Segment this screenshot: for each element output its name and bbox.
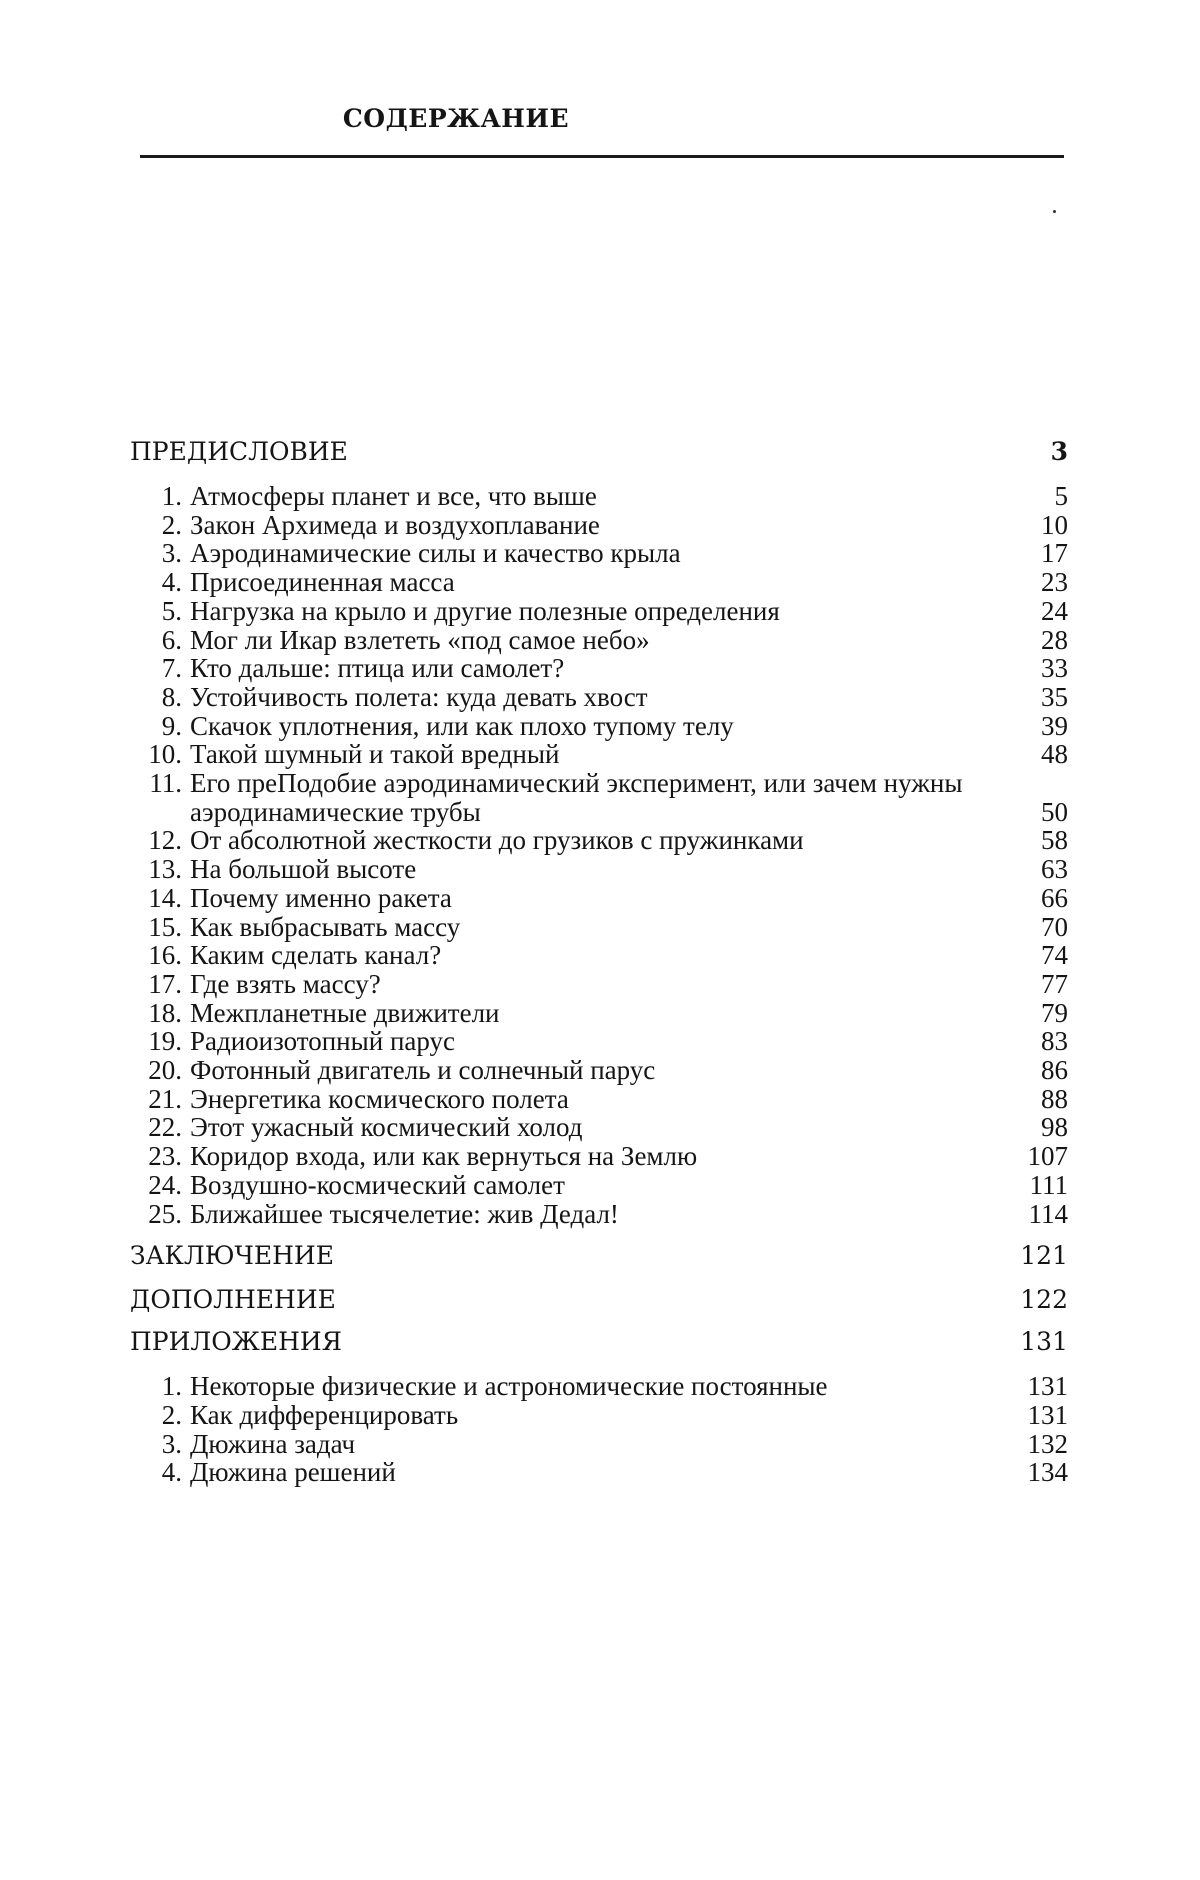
entry-number: 10. (148, 739, 182, 770)
chapter-entry[interactable] (130, 683, 1068, 712)
entry-title: Этот ужасный космический холод (190, 1112, 583, 1143)
entry-title: Некоторые физические и астрономические постоянные (190, 1371, 828, 1402)
entry-page-number: 48 (1041, 739, 1068, 770)
chapter-entry[interactable] (130, 482, 1068, 511)
entry-page-number: 28 (1041, 624, 1068, 655)
section-page-number: 121 (1020, 1241, 1068, 1271)
entry-text (130, 1200, 1004, 1229)
entry-number: 5. (161, 595, 182, 626)
entry-title: От абсолютной жесткости до грузиков с пружинками (190, 825, 804, 856)
entry-title: Атмосферы планет и все, что выше (190, 481, 597, 511)
entry-page-number: 131 (1027, 1371, 1068, 1402)
stray-dot (1053, 210, 1056, 213)
entry-page-number: 17 (1041, 538, 1068, 569)
entry-number: 3. (161, 1428, 182, 1459)
entry-number: 2. (161, 509, 182, 540)
entry-text (130, 1401, 1004, 1430)
toc-section-supplement[interactable] (130, 1284, 1068, 1316)
entry-text (130, 568, 1004, 597)
chapter-entry[interactable] (130, 826, 1068, 855)
entry-title: Как дифференцировать (190, 1399, 459, 1430)
entry-text (130, 1085, 1004, 1114)
chapter-entry[interactable] (130, 539, 1068, 568)
entry-text (130, 539, 1004, 568)
chapter-entry[interactable] (130, 740, 1068, 769)
entry-page-number: 114 (1028, 1198, 1068, 1229)
entry-text (130, 826, 1004, 855)
section-label: ПРИЛОЖЕНИЯ (130, 1327, 342, 1357)
chapter-entry[interactable] (130, 1142, 1068, 1171)
entry-text (130, 740, 1004, 769)
entry-page-number: 134 (1027, 1457, 1068, 1488)
section-page-number: 122 (1020, 1285, 1068, 1315)
entry-text (130, 1458, 1004, 1487)
entry-page-number: 132 (1027, 1428, 1068, 1459)
entry-text (130, 626, 1004, 655)
entry-text (130, 511, 1004, 540)
entry-page-number: 39 (1041, 710, 1068, 741)
entry-title: Коридор входа, или как вернуться на Землю (190, 1141, 698, 1172)
chapter-entry[interactable] (130, 511, 1068, 540)
entry-page-number: 77 (1041, 968, 1068, 999)
entry-text (130, 884, 1004, 913)
chapter-entry[interactable] (130, 1171, 1068, 1200)
entry-title: Присоединенная масса (190, 567, 455, 598)
chapter-entry[interactable] (130, 769, 1068, 826)
entry-title: Фотонный двигатель и солнечный парус (190, 1055, 656, 1086)
entry-number: 16. (148, 940, 182, 971)
entry-page-number: 86 (1041, 1055, 1068, 1086)
chapter-entry[interactable] (130, 712, 1068, 741)
chapter-entry[interactable] (130, 999, 1068, 1028)
entry-page-number: 107 (1027, 1141, 1068, 1172)
entry-title: Кто дальше: птица или самолет? (190, 653, 565, 684)
entry-title: Такой шумный и такой вредный (190, 739, 560, 770)
entry-text (130, 1430, 1004, 1459)
entry-text (130, 1056, 1004, 1085)
entry-page-number: 63 (1041, 854, 1068, 885)
section-page-number: 3 (1050, 437, 1068, 466)
entry-title: Закон Архимеда и воздухоплавание (190, 509, 600, 540)
entry-page-number: 70 (1041, 911, 1068, 942)
entry-number: 1. (161, 481, 182, 511)
entry-number: 18. (148, 997, 182, 1028)
entry-page-number: 10 (1041, 509, 1068, 540)
entry-number: 8. (161, 681, 182, 712)
entry-number: 6. (161, 624, 182, 655)
chapter-entry[interactable] (130, 1056, 1068, 1085)
entry-number: 4. (161, 1457, 182, 1488)
entry-text (130, 712, 1004, 741)
appendix-list (130, 1372, 1068, 1487)
entry-text (130, 855, 1004, 884)
appendix-entry[interactable] (130, 1458, 1068, 1487)
entry-title: Нагрузка на крыло и другие полезные определения (190, 595, 780, 626)
appendix-entry[interactable] (130, 1401, 1068, 1430)
table-of-contents (130, 436, 1068, 1487)
entry-page-number: 58 (1041, 825, 1068, 856)
entry-page-number: 111 (1029, 1169, 1068, 1200)
entry-text (130, 654, 1004, 683)
entry-text (130, 999, 1004, 1028)
entry-title: На большой высоте (190, 854, 417, 885)
entry-number: 13. (148, 854, 182, 885)
entry-title: Скачок уплотнения, или как плохо тупому телу (190, 710, 734, 741)
page-title: СОДЕРЖАНИЕ (342, 104, 570, 133)
entry-text (130, 769, 1004, 826)
entry-number: 1. (161, 1371, 182, 1402)
entry-title: Радиоизотопный парус (190, 1026, 456, 1057)
entry-text (130, 597, 1004, 626)
entry-page-number: 50 (1041, 796, 1068, 827)
section-label: ДОПОЛНЕНИЕ (130, 1285, 336, 1315)
entry-number: 4. (161, 567, 182, 598)
entry-title: Аэродинамические силы и качество крыла (190, 538, 681, 569)
entry-title: Почему именно ракета (190, 882, 452, 913)
entry-number: 14. (148, 882, 182, 913)
entry-number: 9. (161, 710, 182, 741)
entry-page-number: 5 (1054, 481, 1068, 511)
appendix-entry[interactable] (130, 1430, 1068, 1459)
entry-text (130, 913, 1004, 942)
entry-text (130, 683, 1004, 712)
entry-number: 22. (148, 1112, 182, 1143)
entry-title: Его преПодобие аэродинамический эксперимент, или зачем нужны аэродинамические трубы (190, 768, 963, 827)
entry-text (130, 1372, 1004, 1401)
chapter-entry[interactable] (130, 1085, 1068, 1114)
entry-page-number: 98 (1041, 1112, 1068, 1143)
entry-title: Каким сделать канал? (190, 940, 442, 971)
entry-number: 21. (148, 1083, 182, 1114)
chapter-entry[interactable] (130, 855, 1068, 884)
entry-number: 12. (148, 825, 182, 856)
entry-page-number: 83 (1041, 1026, 1068, 1057)
entry-text (130, 482, 1004, 511)
section-page-number: 131 (1020, 1327, 1068, 1357)
entry-title: Воздушно-космический самолет (190, 1169, 565, 1200)
entry-title: Где взять массу? (190, 968, 381, 999)
title-underline (140, 155, 1064, 158)
entry-title: Межпланетные движители (190, 997, 500, 1028)
chapter-entry[interactable] (130, 941, 1068, 970)
entry-number: 25. (148, 1198, 182, 1229)
section-label: ПРЕДИСЛОВИЕ (130, 437, 348, 466)
entry-number: 3. (161, 538, 182, 569)
entry-title: Мог ли Икар взлететь «под самое небо» (190, 624, 650, 655)
chapter-list (130, 482, 1068, 1228)
entry-page-number: 66 (1041, 882, 1068, 913)
chapter-entry[interactable] (130, 970, 1068, 999)
entry-number: 24. (148, 1169, 182, 1200)
chapter-entry[interactable] (130, 1113, 1068, 1142)
entry-title: Дюжина решений (190, 1457, 396, 1488)
entry-number: 19. (148, 1026, 182, 1057)
entry-number: 20. (148, 1055, 182, 1086)
entry-page-number: 33 (1041, 653, 1068, 684)
entry-page-number: 74 (1041, 940, 1068, 971)
entry-text (130, 1142, 1004, 1171)
appendix-entry[interactable] (130, 1372, 1068, 1401)
entry-text (130, 1027, 1004, 1056)
entry-title: Дюжина задач (190, 1428, 356, 1459)
chapter-entry[interactable] (130, 884, 1068, 913)
chapter-entry[interactable] (130, 597, 1068, 626)
chapter-entry[interactable] (130, 913, 1068, 942)
entry-page-number: 79 (1041, 997, 1068, 1028)
entry-page-number: 35 (1041, 681, 1068, 712)
section-label: ЗАКЛЮЧЕНИЕ (130, 1241, 334, 1271)
entry-page-number: 24 (1041, 595, 1068, 626)
entry-text (130, 1113, 1004, 1142)
entry-number: 11. (149, 768, 182, 799)
toc-section-preface[interactable] (130, 436, 1068, 468)
entry-page-number: 131 (1027, 1399, 1068, 1430)
toc-section-conclusion[interactable] (130, 1240, 1068, 1272)
entry-page-number: 23 (1041, 567, 1068, 598)
entry-page-number: 88 (1041, 1083, 1068, 1114)
chapter-entry[interactable] (130, 1200, 1068, 1229)
entry-number: 7. (161, 653, 182, 684)
entry-text (130, 970, 1004, 999)
chapter-entry[interactable] (130, 1027, 1068, 1056)
entry-number: 17. (148, 968, 182, 999)
chapter-entry[interactable] (130, 654, 1068, 683)
entry-title: Как выбрасывать массу (190, 911, 461, 942)
entry-number: 15. (148, 911, 182, 942)
entry-title: Энергетика космического полета (190, 1083, 569, 1114)
entry-text (130, 941, 1004, 970)
chapter-entry[interactable] (130, 568, 1068, 597)
entry-number: 23. (148, 1141, 182, 1172)
entry-title: Устойчивость полета: куда девать хвост (190, 681, 648, 712)
entry-title: Ближайшее тысячелетие: жив Дедал! (190, 1198, 619, 1229)
chapter-entry[interactable] (130, 626, 1068, 655)
toc-section-appendices[interactable] (130, 1326, 1068, 1358)
entry-text (130, 1171, 1004, 1200)
entry-number: 2. (161, 1399, 182, 1430)
